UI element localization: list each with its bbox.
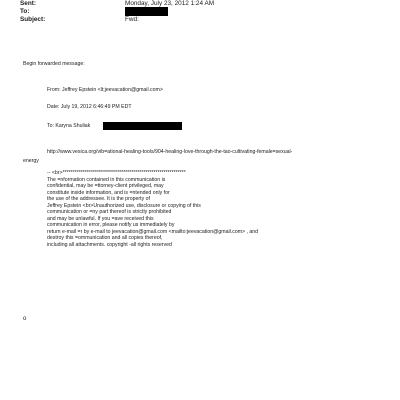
disclaimer-line: constitute inside information, and is =ntended only for — [47, 189, 170, 196]
sent-label: Sent: — [20, 0, 36, 7]
disclaimer-line: Jeffrey Epstein <br>Unauthorized use, disclosure or copying of this — [47, 202, 201, 209]
to-label: To: — [20, 8, 30, 15]
sent-value: Monday, July 23, 2012 1:24 AM — [125, 0, 215, 7]
date-line: Date: July 19, 2012 6:46:49 PM EDT — [47, 104, 132, 110]
url-line-2[interactable]: energy — [23, 158, 39, 164]
to-redaction — [125, 7, 168, 16]
disclaimer-line: communication or =ny part thereof is strictly prohibited — [47, 209, 172, 216]
disclaimer-line: confidential, may be =ttorney-client privileged, may — [47, 183, 164, 190]
url-line-1[interactable]: http://www.vesica.org/vib=ational-healing-tools/904-healing-love-through-the-tao-cultivating-female=sexual- — [47, 149, 293, 155]
disclaimer-line: and may be unlawful. If you =ave received this — [47, 215, 154, 222]
forward-intro: Begin forwarded message: — [23, 61, 85, 67]
disclaimer-line: destroy this =ommunication and all copies thereof, — [47, 235, 163, 242]
subject-value: Fwd: — [125, 16, 139, 23]
disclaimer-line: including all attachments. copyright -all rights reserved — [47, 242, 172, 249]
disclaimer-line: The =nformation contained in this communication is — [47, 176, 166, 183]
disclaimer-line: the use of the addressee. It is the property of — [47, 196, 150, 203]
to-line: To: Karyna Shuliak — [47, 123, 91, 129]
disclaimer-block — [47, 170, 258, 249]
disclaimer-line: -- <br>************************************************************* — [47, 170, 186, 176]
to-line-redaction — [103, 122, 182, 130]
disclaimer-line: return e-mail =r by e-mail to jeevacation@gmail.com <mailto:jeevacation@gmail.com> , and — [47, 228, 259, 235]
trailing-bullet: o — [23, 316, 27, 322]
disclaimer-line: communication in error, please notify us immediately by — [47, 222, 175, 229]
subject-label: Subject: — [20, 16, 46, 23]
from-line: From: Jeffrey Epstein <lt;jeevacation@gmail.com> — [47, 87, 163, 93]
